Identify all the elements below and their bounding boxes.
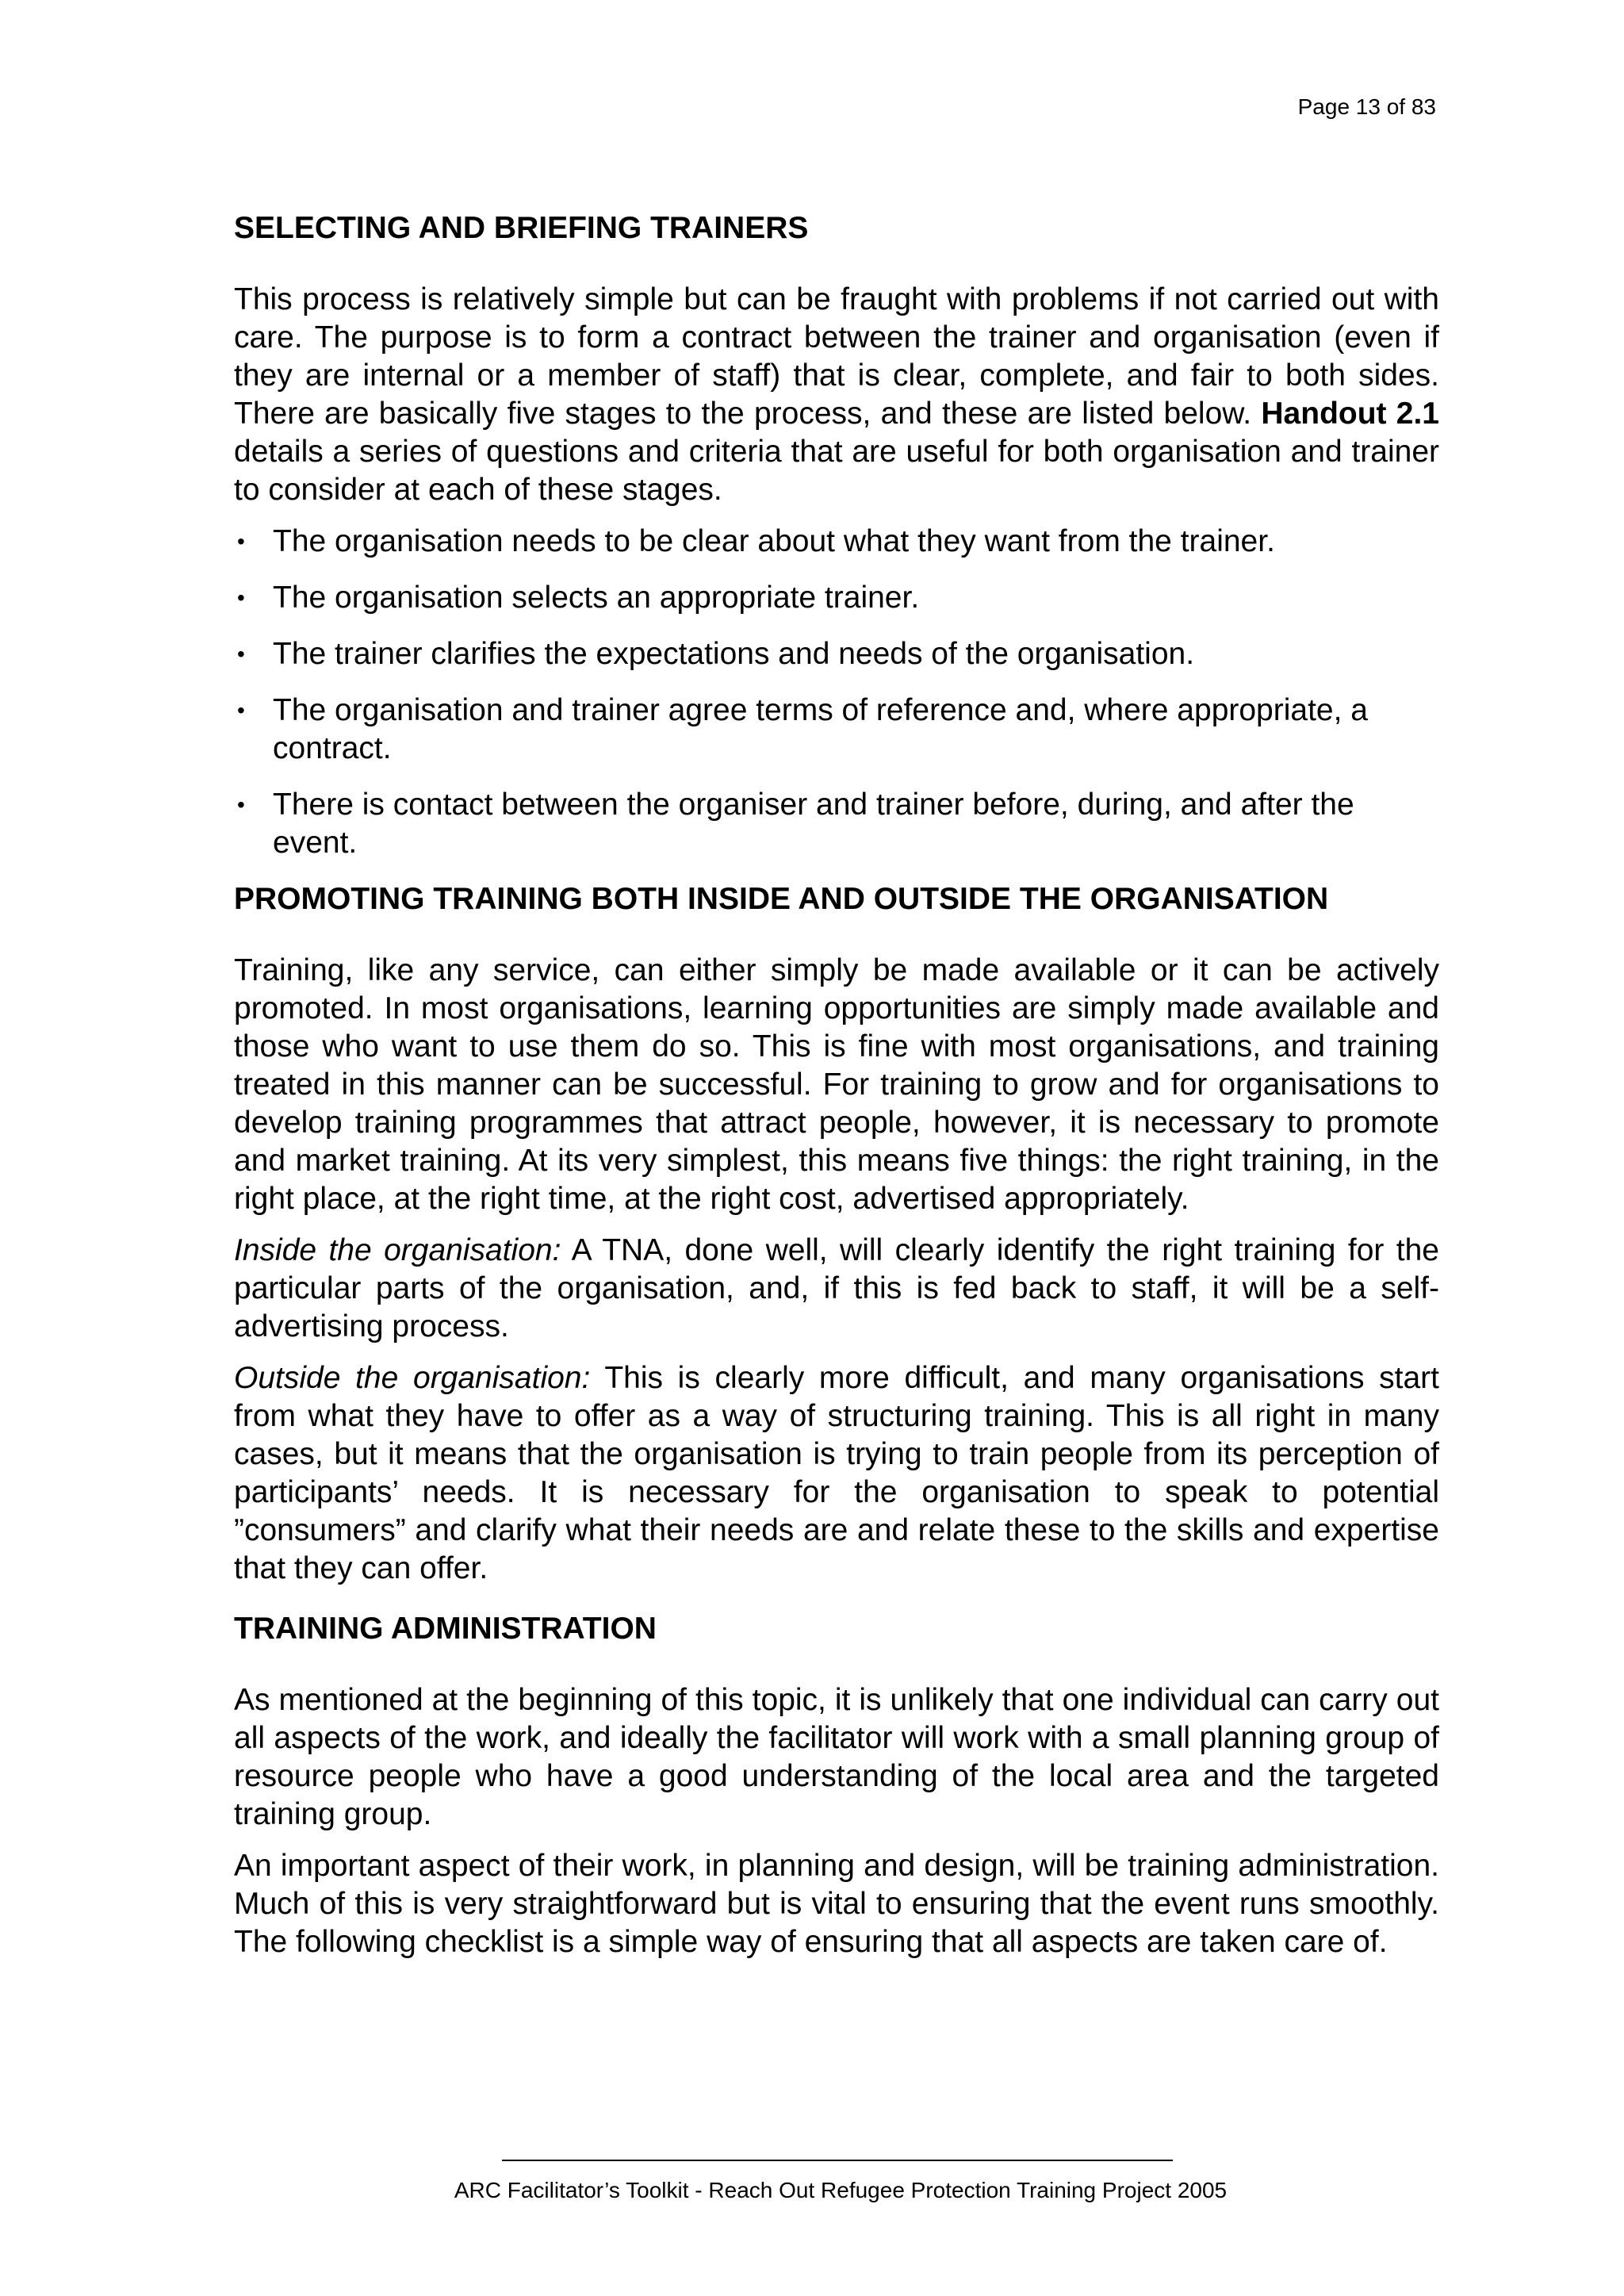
inside-organisation-text: A TNA, done well, will clearly identify the right training for the particular parts of the organisation, and, if this is fed back to staff, it will be a self-advertising process. xyxy=(234,1233,1439,1343)
bullet-icon: • xyxy=(237,642,245,666)
outside-organisation-paragraph xyxy=(234,1359,1439,1588)
page-footer: ARC Facilitator’s Toolkit - Reach Out Refugee Protection Training Project 2005 xyxy=(454,2178,1228,2202)
footer-divider xyxy=(502,2160,1173,2161)
promoting-paragraph: Training, like any service, can either simply be made available or it can be actively promoted. In most organisations, learning opportunities are simply made available and those who want to use them do so. This is fine with most organisations, and training treated in this manner can be successful. For training to grow and for organisations to develop training programmes that attract people, however, it is necessary to promote and market training. At its very simplest, this means five things: the right training, in the right place, at the right time, at the right cost, advertised appropriately. xyxy=(234,953,1439,1216)
bullet-icon: • xyxy=(237,792,245,817)
heading-promoting-training: PROMOTING TRAINING BOTH INSIDE AND OUTSIDE THE ORGANISATION xyxy=(234,882,1329,916)
selecting-stages-list xyxy=(234,523,1439,862)
inside-organisation-label: Inside the organisation: xyxy=(234,1233,561,1267)
list-item xyxy=(234,635,1439,673)
handout-reference: Handout 2.1 xyxy=(1261,397,1439,431)
list-item-text: The trainer clarifies the expectations and needs of the organisation. xyxy=(273,637,1195,671)
list-item xyxy=(234,579,1439,617)
list-item-text: The organisation needs to be clear about what they want from the trainer. xyxy=(273,524,1275,558)
bullet-icon: • xyxy=(237,529,245,554)
list-item-text: The organisation and trainer agree terms of reference and, where appropriate, a contract. xyxy=(273,693,1368,765)
selecting-paragraph-text-b: details a series of questions and criteria that are useful for both organisation and trainer to consider at each of these stages. xyxy=(234,435,1439,507)
administration-paragraph-1: As mentioned at the beginning of this topic, it is unlikely that one individual can carry out all aspects of the work, and ideally the facilitator will work with a small planning group of resource people who have a good understanding of the local area and the targeted training group. xyxy=(234,1683,1439,1831)
administration-paragraph-2: An important aspect of their work, in planning and design, will be training administration. Much of this is very straightforward but is vital to ensuring that the event runs smoothly. The following checklist is a simple way of ensuring that all aspects are taken care of. xyxy=(234,1849,1439,1959)
list-item xyxy=(234,786,1439,862)
inside-organisation-paragraph xyxy=(234,1232,1439,1346)
bullet-icon: • xyxy=(237,698,245,723)
bullet-icon: • xyxy=(237,585,245,610)
outside-organisation-label: Outside the organisation: xyxy=(234,1361,591,1395)
heading-training-administration: TRAINING ADMINISTRATION xyxy=(234,1612,657,1646)
selecting-paragraph xyxy=(234,281,1439,509)
list-item-text: There is contact between the organiser and trainer before, during, and after the event. xyxy=(273,788,1354,860)
list-item-text: The organisation selects an appropriate trainer. xyxy=(273,581,920,615)
page-content xyxy=(234,209,1439,1975)
heading-selecting-trainers: SELECTING AND BRIEFING TRAINERS xyxy=(234,211,809,245)
page-number: Page 13 of 83 xyxy=(1297,94,1436,119)
list-item xyxy=(234,692,1439,768)
selecting-paragraph-text-a: This process is relatively simple but can be fraught with problems if not carried out with care. The purpose is to form a contract between the trainer and organisation (even if they are internal or a member of staff) that is clear, complete, and fair to both sides. There are basically five stages to the process, and these are listed below. xyxy=(234,282,1439,431)
outside-organisation-text: This is clearly more difficult, and many organisations start from what they have to offer as a way of structuring training. This is all right in many cases, but it means that the organisation is trying to train people from its perception of participants’ needs. It is necessary for the organisation to speak to potential ”consumers” and clarify what their needs are and relate these to the skills and expertise that they can offer. xyxy=(234,1361,1440,1585)
list-item xyxy=(234,523,1439,561)
